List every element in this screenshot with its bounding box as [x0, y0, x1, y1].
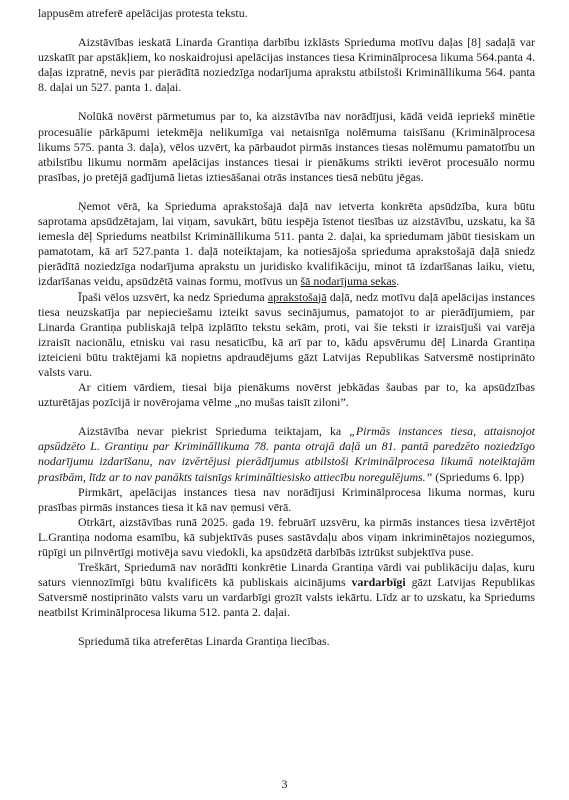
- paragraph-testimony: Spriedumā tika atreferētas Linarda Grantiņa liecības.: [78, 634, 330, 649]
- underlined-text: aprakstošajā: [267, 289, 327, 304]
- text-run: gāzt Latvijas Republikas Satversmē nostiprināto valsts varu un vardarbīgi grozīt valsts iekārtu. Līdz ar to uzskatu, ka Spriedums neatbilst Kriminālprocesa likuma 512. panta 2. daļai.: [38, 575, 535, 620]
- paragraph-no-specific-charge: [38, 199, 535, 290]
- paragraph-procedural-violations: Nolūkā novērst pārmetumus par to, ka aizstāvība nav norādījusi, kādā veidā iepriekš minētie procesuālie pārkāpumi ietekmēja nelikumīga vai netaisnīga nolēmuma taisīšanu (Kriminālprocesa likums 575. panta 3. daļa), vēlos uzvērt, ka pārbaudot pirmās instances tiesas nolēmumu pamatotību un atbilstību likumu normām apelācijas instances tiesai ir pienākums strikti ievērot procesuālo normu prasības, jo pretējā gadījumā lietas iztiesāšanai otrās instances tiesā nebūtu jēgas.: [38, 109, 535, 184]
- paragraph-continuation: lappusēm atreferē apelācijas protesta tekstu.: [38, 6, 248, 20]
- text-run: Ņemot vērā, ka Sprieduma aprakstošajā daļā nav ietverta konkrēta apsūdzība, kura būtu saprotama apsūdzētajam, lai viņam, savukārt, būtu iespēja īstenot tiesības uz aizstāvību, uzskatu, ka šā iemesla dēļ Spriedums neatbilst Krimināllikuma 511. panta 2. daļai, ka spriedumam jābūt tiesiskam un pamatotam, kā arī 527.panta 1. daļā noteiktajam, ka notiesājoša sprieduma aprakstošajā daļā sniedz pierādītā noziedzīga nodarījuma aprakstu un juridisko kvalifikāciju, minot tā izdarīšanas laiku, vietu, izdarīšanas veidu, apsūdzētā vainas formu, motīvus un: [38, 198, 535, 289]
- text-run: Aizstāvība nevar piekrist Sprieduma teiktajam, ka: [78, 424, 350, 439]
- bold-text: vardarbīgi: [351, 575, 406, 590]
- paragraph-secondly: Otrkārt, aizstāvības runā 2025. gada 19. februārī uzsvēru, ka pirmās instances tiesa izvērtējot L.Grantiņa nodoma esamību, kā subjektīvās puses sastāvdaļu abos viņam inkriminētajos noziegumos, rūpīgi un pilnvērtīgi motivēja savu viedokli, ka apsūdzētā darbībās iztrūkst subjektīva puse.: [38, 514, 535, 559]
- paragraph-in-other-words: Ar citiem vārdiem, tiesai bija pienākums novērst jebkādas šaubas par to, ka apsūdzības uzturētājas pozīcijā ir novērojama vēlme „no mušas taisīt ziloni”.: [38, 380, 535, 410]
- text-run: Treškārt, Spriedumā nav norādīti konkrētie Linarda Grantiņa vārdi vai publikāciju daļas, kuru saturs viennozīmīgi būtu kvalificēts kā publiskais aicinājums: [38, 560, 535, 590]
- paragraph-defense-view: Aizstāvības ieskatā Linarda Grantiņa darbību izklāsts Sprieduma motīvu daļas [8] sadaļā var uzskatīt par apstākļiem, ko noskaidrojusi apelācijas instances tiesa Kriminālprocesa likuma 564.panta 4. daļas izpratnē, nevis par pierādītā noziedzīga nodarījuma aprakstu atbilstoši Krimināllikuma 564. panta 8. daļai un 527. panta 1. daļai.: [38, 35, 535, 95]
- text-run: (Spriedums 6. lpp): [432, 469, 525, 484]
- text-run: Īpaši vēlos uzsvērt, ka nedz Sprieduma: [78, 289, 268, 304]
- paragraph-firstly: Pirmkārt, apelācijas instances tiesa nav norādījusi Kriminālprocesa likuma normas, kuru prasības pirmās instances tiesa it kā nav ņemusi vērā.: [38, 484, 535, 514]
- paragraph-disagreement: [38, 424, 535, 484]
- italic-quote: „Pirmās instances tiesa, attaisnojot apsūdzēto L. Grantiņu par Krimināllikuma 78. panta otrajā daļā un 81. pantā paredzēto noziedzīgo nodarījumu izdarīšanu, nav izvērtējusi pierādījumus atbilstoši Kriminālprocesa likumā noteiktajām prasībām, līdz ar to nav panākts taisnīgs krimināltiesisko attiecību noregulējums.”: [38, 424, 535, 484]
- text-run: daļā, nedz motīvu daļā apelācijas instances tiesa neuzskatīja par nepieciešamu izteikt savus secinājumus, pamatojot to ar pierādījumiem, par Linarda Grantiņa publiskajā telpā izplātīto tekstu sekām, proti, vai šie teksti ir izraisījuši vai varēja izraisīt nacionālu, etnisku vai rasu nesaticību, kā arī par to, kādu apsvērumu dēļ Linarda Grantiņa izteicieni būtu traktējami kā nopietns apdraudējums gāzt Latvijas Republikas Satversmē nostiprināto valsts varu.: [38, 289, 535, 379]
- text-run: .: [396, 274, 400, 289]
- paragraph-emphasis: [38, 290, 535, 381]
- page-number: 3: [281, 777, 288, 791]
- underlined-text: šā nodarījuma sekas: [300, 274, 397, 289]
- paragraph-thirdly: [38, 560, 535, 620]
- document-body: [38, 6, 535, 650]
